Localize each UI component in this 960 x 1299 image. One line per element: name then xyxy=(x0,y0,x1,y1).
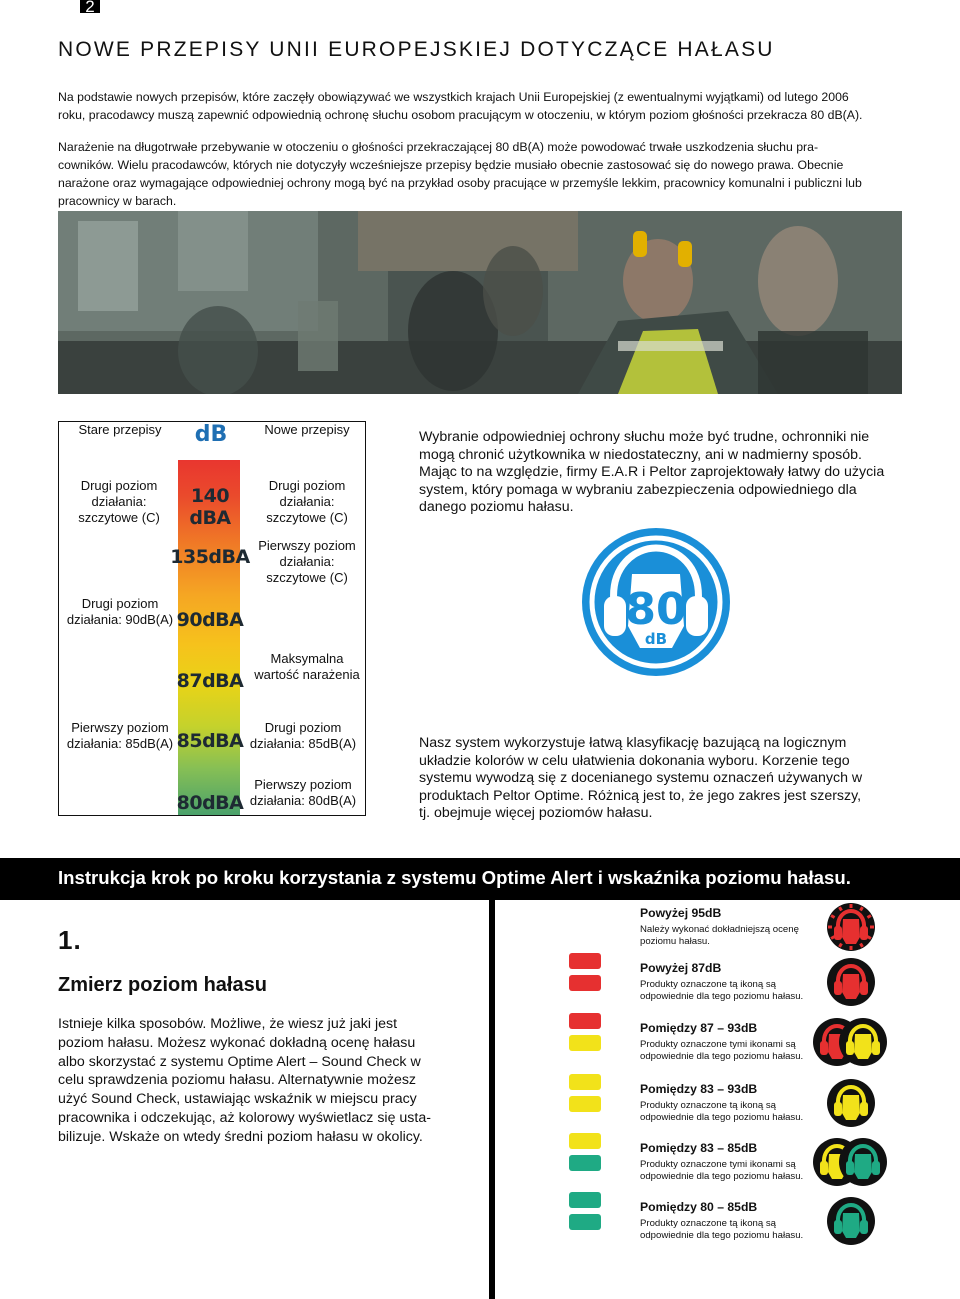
level-color-square xyxy=(569,1074,601,1090)
earmuff-icon xyxy=(838,1137,886,1187)
text-line: mogą chronić użytkownika w niedostateczny, ani w nadmierny sposób. xyxy=(419,446,862,463)
text-line: albo skorzystać z systemu Optime Alert – Sound Check w xyxy=(58,1053,421,1070)
level-description xyxy=(640,1100,815,1124)
level-title: Powyżej 95dB xyxy=(640,906,722,920)
text-line: pracownicy w barach. xyxy=(58,194,177,208)
earmuff-icon xyxy=(826,957,876,1007)
page-title: NOWE PRZEPISY UNII EUROPEJSKIEJ DOTYCZĄCE HAŁASU xyxy=(58,38,775,61)
level-title: Pomiędzy 83 – 85dB xyxy=(640,1141,758,1155)
level-title: Pomiędzy 87 – 93dB xyxy=(640,1021,758,1035)
new-regulations-header: Nowe przepisy xyxy=(264,422,350,437)
text-line: Wybranie odpowiedniej ochrony słuchu może być trudne, ochronniki nie xyxy=(419,429,870,445)
badge-unit: dB xyxy=(644,630,668,648)
db-label-140: 140 dBA xyxy=(189,485,231,529)
text-line: Istnieje kilka sposobów. Możliwe, że wiesz już jaki jest xyxy=(58,1016,398,1032)
old-row-3: Drugi poziom działania: 90dB(A) xyxy=(66,596,174,627)
level-description-line: odpowiednie dla tego poziomu hałasu. xyxy=(640,991,804,1002)
level-color-square xyxy=(569,953,601,969)
text-line: cowników. Wielu pracodawców, których nie dotyczyły wcześniejsze przepisy będzie musiało obecnie zastosować się do nowego prawa. Obecnie xyxy=(58,158,844,172)
earmuff-icon xyxy=(826,902,876,952)
level-title: Powyżej 87dB xyxy=(640,961,722,975)
level-color-square xyxy=(569,1133,601,1149)
text-line: celu sprawdzenia poziomu hałasu. Alternatywnie możesz xyxy=(58,1072,417,1089)
new-row-5: Drugi poziom działania: 85dB(A) xyxy=(249,720,357,751)
level-color-square xyxy=(569,1214,601,1230)
level-color-square xyxy=(569,1013,601,1029)
text-line: systemu wywodzą się z docenianego systemu oznaczeń używanych w xyxy=(419,770,863,787)
level-title: Pomiędzy 80 – 85dB xyxy=(640,1200,758,1214)
text-line: Mając to na względzie, firmy E.A.R i Peltor zaprojektowały łatwy do użycia xyxy=(419,464,885,481)
text-line: danego poziomu hałasu. xyxy=(419,499,574,516)
badge-number: 80 xyxy=(625,584,687,635)
db-label-87: 87dBA xyxy=(176,670,244,692)
level-description-line: Produkty oznaczone tą ikoną są xyxy=(640,979,776,990)
db-label-80: 80dBA xyxy=(176,792,244,814)
level-description-line: Produkty oznaczone tymi ikonami są xyxy=(640,1039,796,1050)
text-line: narażone oraz wymagające odpowiedniej ochrony mogą być na przykład osoby pracujące w przemyśle lekkim, pracownicy komunalni i publiczni lub xyxy=(58,176,862,190)
level-color-square xyxy=(569,1155,601,1171)
level-title: Pomiędzy 83 – 93dB xyxy=(640,1082,758,1096)
text-line: bilizuje. Wskaże on wtedy średni poziom hałasu w okolicy. xyxy=(58,1128,423,1145)
step-number: 1. xyxy=(58,925,82,955)
level-description-line: odpowiednie dla tego poziomu hałasu. xyxy=(640,1171,804,1182)
earmuff-icon xyxy=(826,1196,876,1246)
level-description-line: Produkty oznaczone tymi ikonami są xyxy=(640,1159,796,1170)
level-description-line: Produkty oznaczone tą ikoną są xyxy=(640,1218,776,1229)
old-row-1: Drugi poziom działania: szczytowe (C) xyxy=(78,478,160,525)
level-description xyxy=(640,1039,815,1063)
text-line: tj. obejmuje więcej poziomów hałasu. xyxy=(419,805,653,822)
level-color-square xyxy=(569,1192,601,1208)
level-description xyxy=(640,1218,815,1242)
new-row-1: Drugi poziom działania: szczytowe (C) xyxy=(266,478,348,525)
level-description-line: Należy wykonać dokładniejszą ocenę xyxy=(640,924,799,935)
level-color-square xyxy=(569,1035,601,1051)
level-description xyxy=(640,1159,815,1183)
db-label-90: 90dBA xyxy=(176,609,244,631)
earmuff-icon xyxy=(826,1078,876,1128)
old-regulations-header: Stare przepisy xyxy=(78,422,162,437)
text-line: Narażenie na długotrwałe przebywanie w otoczeniu o głośności przekraczającej 80 dB(A) może powodować trwałe uszkodzenia słuchu pra- xyxy=(58,140,819,154)
db-label-135: 135dBA xyxy=(170,546,250,568)
page-number: 2 xyxy=(80,0,100,13)
db-header: dB xyxy=(194,422,228,447)
level-color-square xyxy=(569,1096,601,1112)
text-line: użyć Sound Check, ustawiając wskaźnik w miejscu pracy xyxy=(58,1091,417,1108)
new-row-6: Pierwszy poziom działania: 80dB(A) xyxy=(249,777,357,808)
text-line: produktach Peltor Optime. Różnicą jest to, że jego zakres jest szerszy, xyxy=(419,787,862,804)
text-line: pracownika i odczekując, aż kolorowy wyświetlacz się usta- xyxy=(58,1109,431,1126)
text-line: Na podstawie nowych przepisów, które zaczęły obowiązywać we wszystkich krajach Unii Europejskiej (z ewentualnymi wyjątkami) od lutego 2006 xyxy=(58,90,849,104)
level-description xyxy=(640,924,815,948)
text-line: system, który pomaga w wybraniu zabezpieczenia odpowiedniego dla xyxy=(419,481,857,498)
level-description xyxy=(640,979,815,1003)
new-row-4: Maksymalna wartość narażenia xyxy=(254,651,360,682)
level-description-line: odpowiednie dla tego poziomu hałasu. xyxy=(640,1051,804,1062)
level-color-square xyxy=(569,975,601,991)
text-line: Nasz system wykorzystuje łatwą klasyfikację bazującą na logicznym xyxy=(419,735,847,751)
text-line: układzie kolorów w celu ułatwienia dokonania wyboru. Korzenie tego xyxy=(419,752,850,769)
instruction-bar-title: Instrukcja krok po kroku korzystania z systemu Optime Alert i wskaźnika poziomu hałasu. xyxy=(58,867,851,888)
level-description-line: odpowiednie dla tego poziomu hałasu. xyxy=(640,1112,804,1123)
step-title: Zmierz poziom hałasu xyxy=(58,974,267,996)
old-row-5: Pierwszy poziom działania: 85dB(A) xyxy=(66,720,174,751)
earmuff-icon xyxy=(838,1017,886,1067)
db-label-85: 85dBA xyxy=(176,730,244,752)
text-line: roku, pracodawcy muszą zapewnić odpowiednią ochronę słuchu osobom pracującym w otoczeniu, w którym poziom głośności przekracza 80 dB(A). xyxy=(58,108,863,122)
level-description-line: Produkty oznaczone tą ikoną są xyxy=(640,1100,776,1111)
level-description-line: poziomu hałasu. xyxy=(640,936,710,947)
text-line: poziom hałasu. Możesz wykonać dokładną ocenę hałasu xyxy=(58,1034,416,1051)
level-description-line: odpowiednie dla tego poziomu hałasu. xyxy=(640,1230,804,1241)
new-row-2: Pierwszy poziom działania: szczytowe (C) xyxy=(258,538,356,585)
